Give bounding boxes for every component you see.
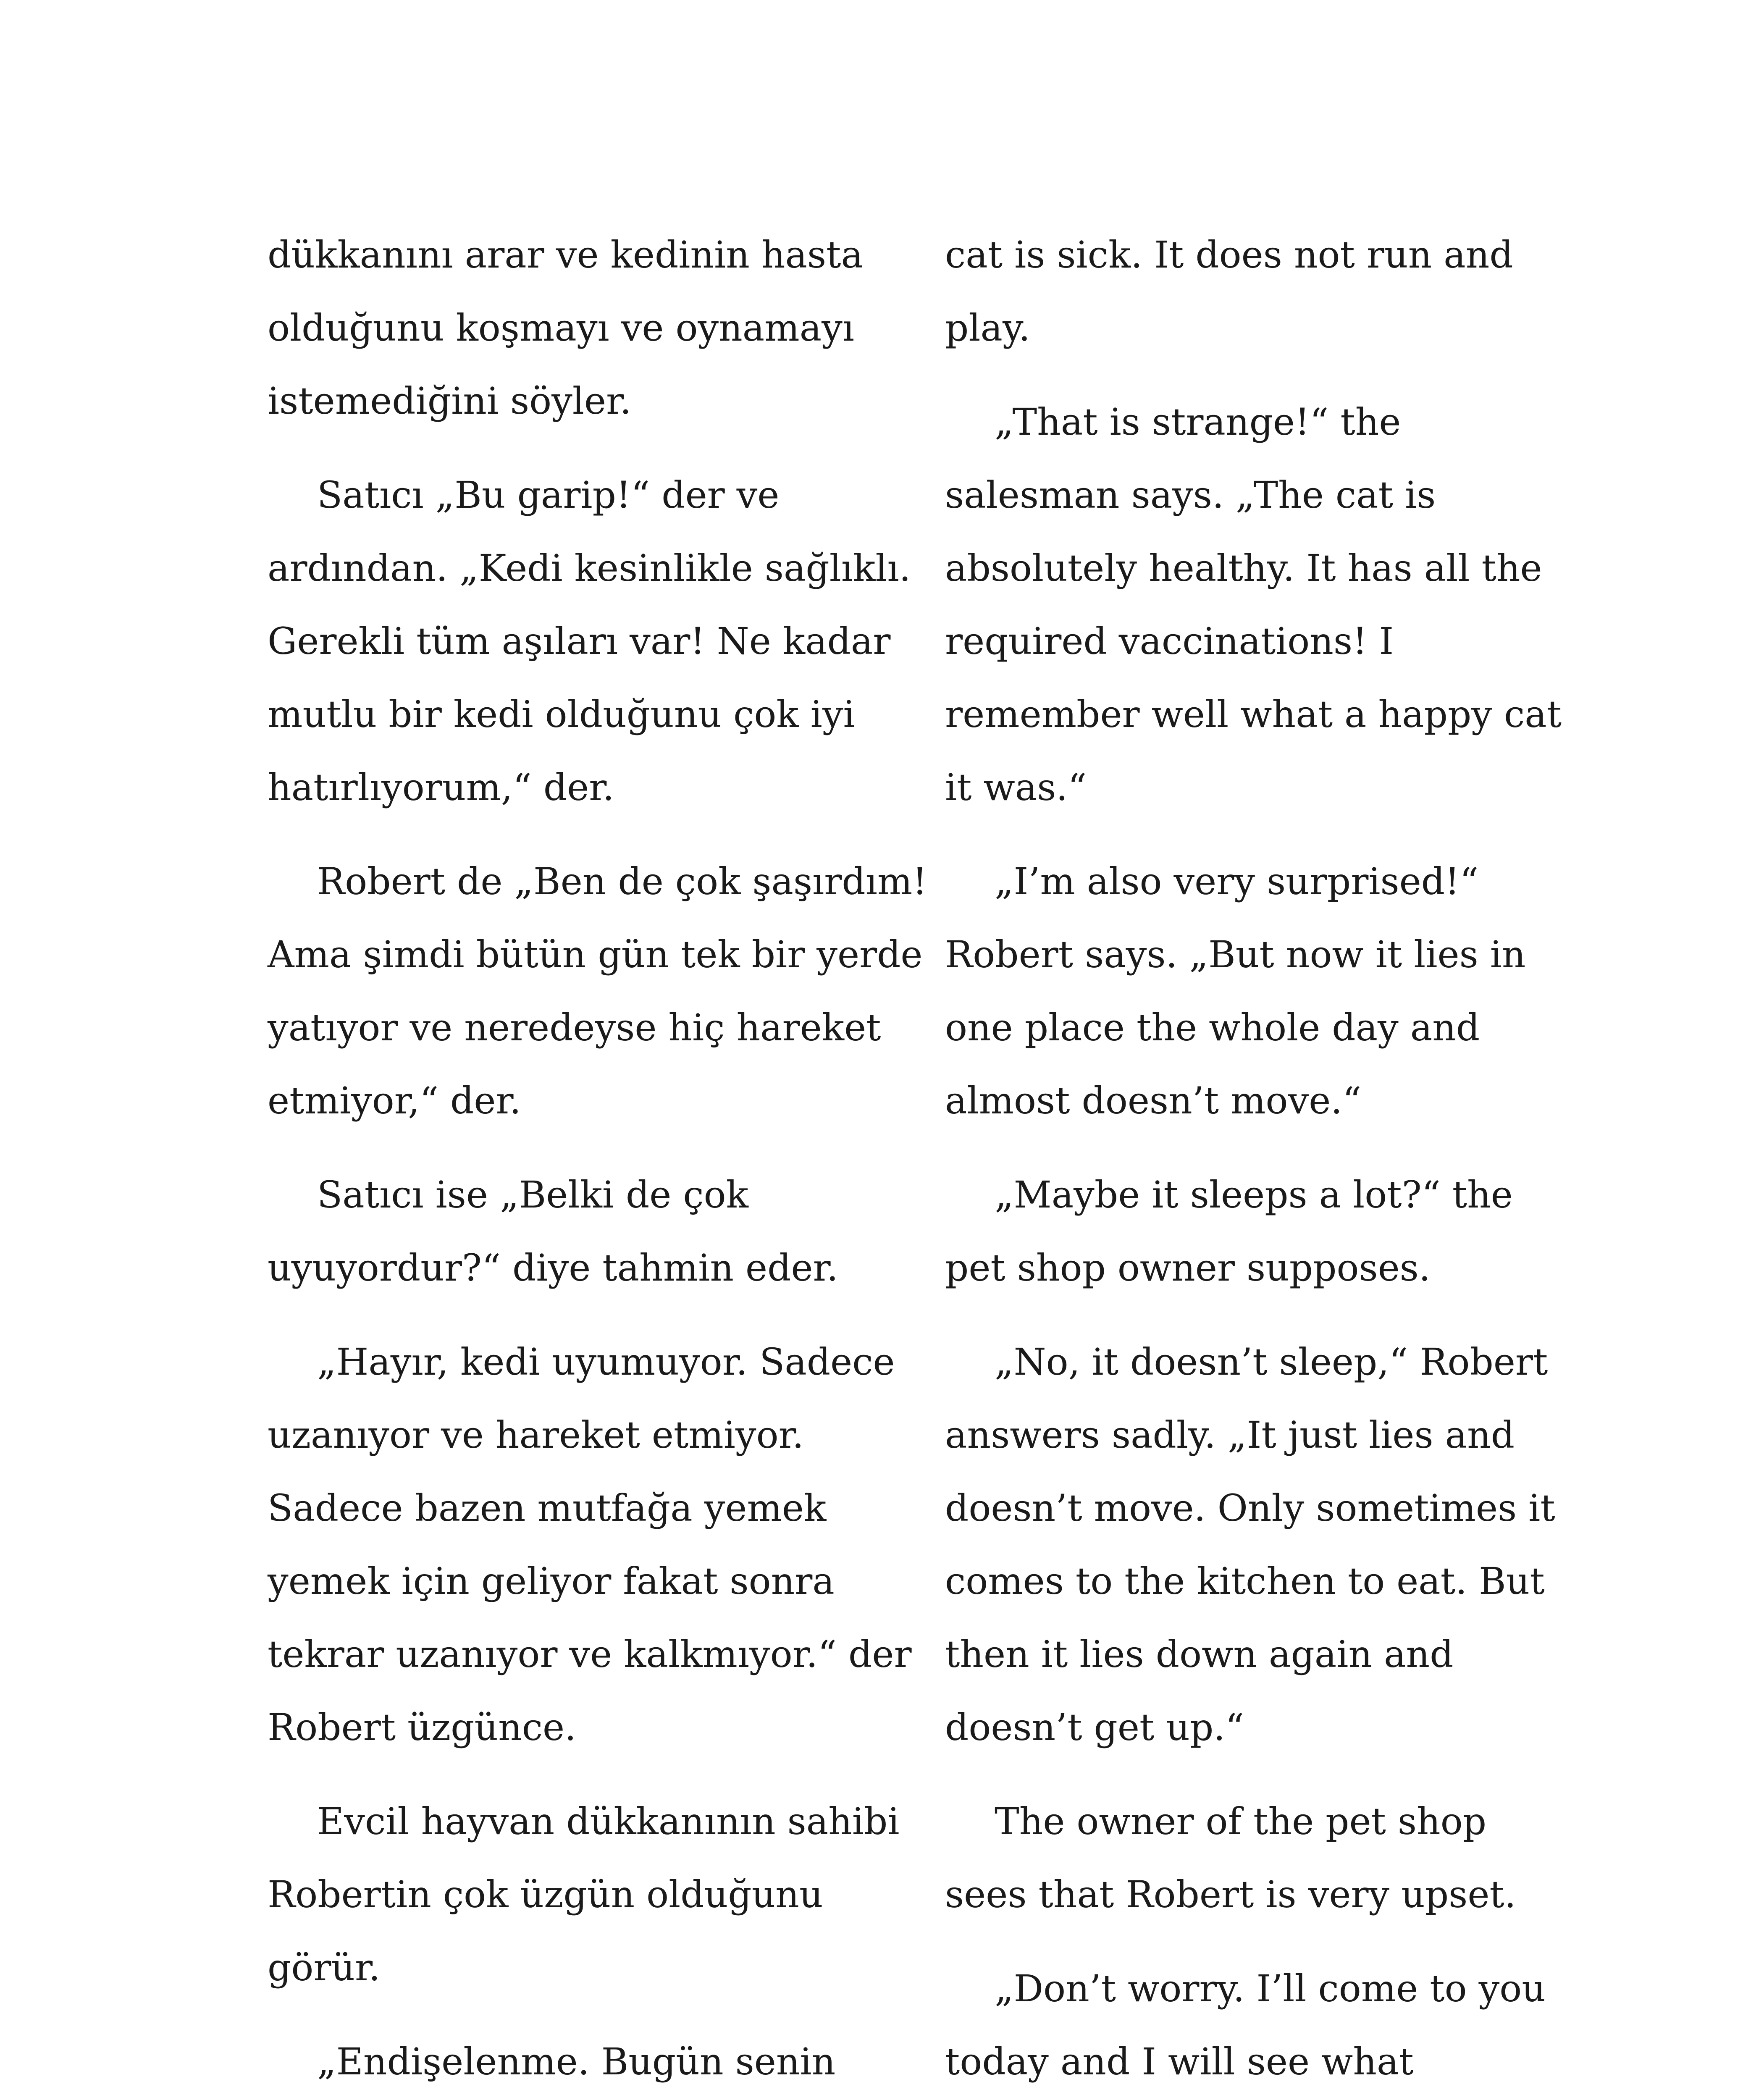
paragraph (268, 1158, 923, 1305)
english-column (945, 218, 1600, 2100)
text-line: required vaccinations! I (945, 620, 1394, 663)
paragraph (268, 1785, 923, 2004)
text-line: dükkanını arar ve kedinin hasta (268, 233, 864, 276)
text-line: Robert says. „But now it lies in (945, 933, 1526, 976)
text-line: Gerekli tüm aşıları var! Ne kadar (268, 620, 891, 663)
paragraph (945, 1158, 1600, 1305)
turkish-column (268, 218, 927, 2100)
text-line (945, 2098, 1600, 2100)
text-line: The owner of the pet shop (995, 1800, 1487, 1843)
text-line: salesman says. „The cat is (945, 473, 1436, 517)
text-line: one place the whole day and (945, 1006, 1480, 1049)
paragraph (945, 1952, 1600, 2100)
text-line: mutlu bir kedi olduğunu çok iyi (268, 693, 855, 736)
text-line: tekrar uzanıyor ve kalkmıyor.“ der (268, 1633, 912, 1676)
text-line: „Maybe it sleeps a lot?“ the (995, 1173, 1513, 1216)
text-line: Satıcı ise „Belki de çok (317, 1173, 748, 1216)
text-line: today and I will see what (945, 2040, 1414, 2083)
text-line: cat is sick. It does not run and (945, 233, 1513, 276)
paragraph (268, 459, 923, 824)
text-line: Robert üzgünce. (268, 1706, 577, 1749)
paragraph (945, 218, 1600, 365)
text-line: Sadece bazen mutfağa yemek (268, 1486, 827, 1530)
text-line: Evcil hayvan dükkanının sahibi (317, 1800, 900, 1843)
text-line: yatıyor ve neredeyse hiç hareket (268, 1006, 881, 1049)
text-line: Ama şimdi bütün gün tek bir yerde (268, 933, 923, 976)
paragraph (268, 845, 927, 1137)
text-line: comes to the kitchen to eat. But (945, 1559, 1545, 1603)
paragraph (945, 386, 1600, 824)
text-line: almost doesn’t move.“ (945, 1079, 1362, 1122)
paragraph (945, 1326, 1600, 1764)
text-line: hatırlıyorum,“ der. (268, 766, 614, 809)
paragraph (268, 1326, 923, 1764)
text-line: etmiyor,“ der. (268, 1079, 521, 1122)
text-line: uzanıyor ve hareket etmiyor. (268, 1413, 804, 1457)
text-line: play. (945, 306, 1030, 349)
text-line: „No, it doesn’t sleep,“ Robert (995, 1340, 1548, 1383)
text-line (268, 2098, 923, 2100)
text-line: yemek için geliyor fakat sonra (268, 1559, 835, 1603)
paragraph (945, 1785, 1600, 1931)
text-line: „Hayır, kedi uyumuyor. Sadece (317, 1340, 895, 1383)
text-line: görür. (268, 1946, 381, 1989)
text-line: istemediğini söyler. (268, 379, 632, 423)
text-line: it was.“ (945, 766, 1087, 809)
text-line: sees that Robert is very upset. (945, 1873, 1516, 1916)
text-line: doesn’t get up.“ (945, 1706, 1244, 1749)
paragraph (268, 218, 923, 438)
text-line: doesn’t move. Only sometimes it (945, 1486, 1555, 1530)
text-line: „That is strange!“ the (995, 400, 1401, 444)
paragraph (945, 845, 1600, 1137)
text-line: Robert de „Ben de çok şaşırdım! (317, 860, 927, 903)
text-line: pet shop owner supposes. (945, 1246, 1431, 1289)
text-line: Satıcı „Bu garip!“ der ve (317, 473, 780, 517)
text-line: „Don’t worry. I’ll come to you (995, 1967, 1546, 2010)
text-line: „Endişelenme. Bugün senin (317, 2040, 836, 2083)
text-line: answers sadly. „It just lies and (945, 1413, 1515, 1457)
text-line: then it lies down again and (945, 1633, 1454, 1676)
text-line: remember well what a happy cat (945, 693, 1562, 736)
text-line: olduğunu koşmayı ve oynamayı (268, 306, 855, 349)
text-line: Robertin çok üzgün olduğunu (268, 1873, 823, 1916)
text-line: ardından. „Kedi kesinlikle sağlıklı. (268, 546, 911, 590)
text-line: uyuyordur?“ diye tahmin eder. (268, 1246, 838, 1289)
text-line: „I’m also very surprised!“ (995, 860, 1479, 903)
paragraph (268, 2025, 923, 2100)
text-line: absolutely healthy. It has all the (945, 546, 1542, 590)
